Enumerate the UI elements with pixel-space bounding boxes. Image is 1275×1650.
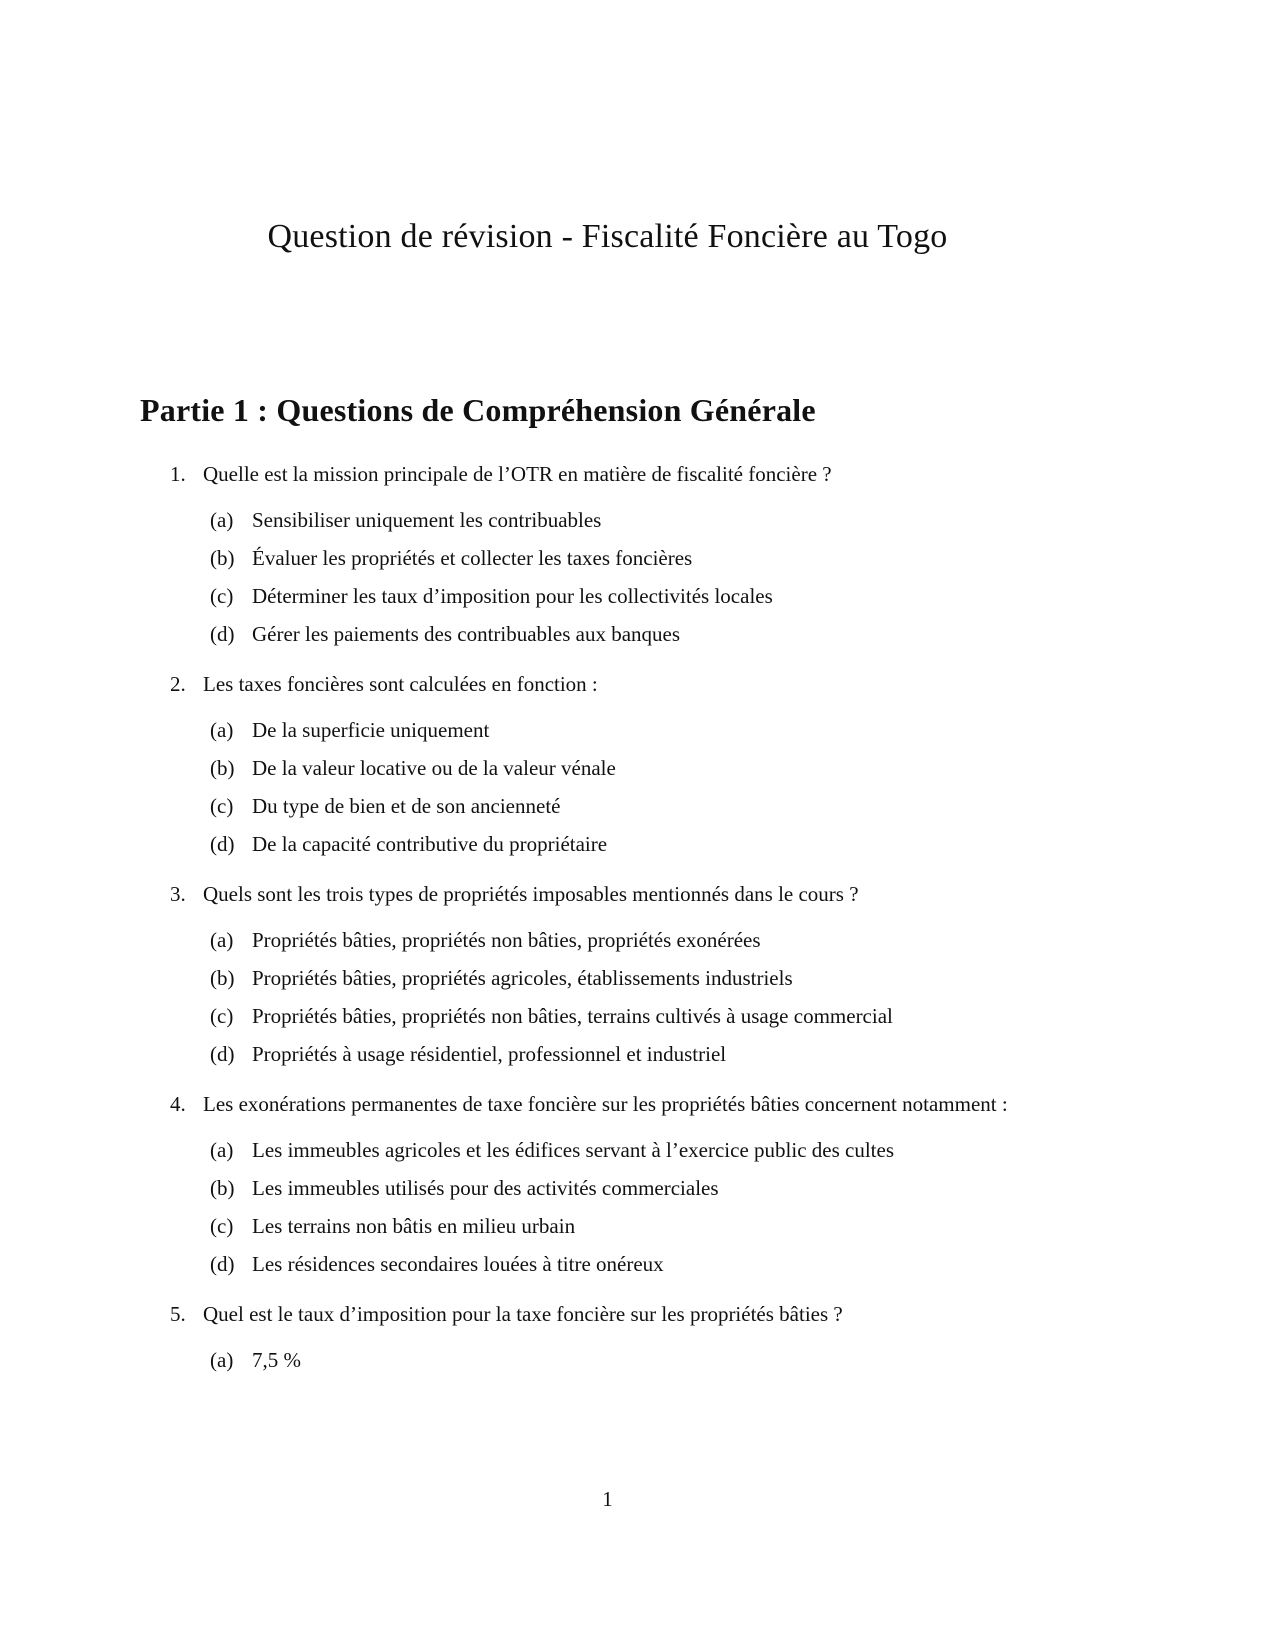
option-label: (a) (210, 508, 234, 532)
options-list (140, 925, 1075, 1069)
option-label: (a) (210, 1138, 234, 1162)
document-content (140, 0, 1075, 1375)
option-text: De la valeur locative ou de la valeur vénale (252, 756, 616, 780)
question-item (140, 669, 1075, 859)
question-text: Les exonérations permanentes de taxe foncière sur les propriétés bâties concernent notamment : (203, 1092, 1008, 1116)
option-label: (c) (210, 1004, 234, 1028)
option-item (140, 791, 1075, 821)
option-item (140, 1173, 1075, 1203)
option-item (140, 543, 1075, 573)
option-text: Gérer les paiements des contribuables aux banques (252, 622, 681, 646)
question-number: 1. (170, 462, 186, 486)
question-item (140, 1089, 1075, 1279)
question-item (140, 459, 1075, 649)
option-text: Les immeubles utilisés pour des activités commerciales (252, 1176, 719, 1200)
option-item (140, 1249, 1075, 1279)
option-label: (c) (210, 584, 234, 608)
question-item (140, 879, 1075, 1069)
option-label: (d) (210, 1252, 235, 1276)
option-item (140, 1211, 1075, 1241)
option-item (140, 715, 1075, 745)
option-label: (d) (210, 622, 235, 646)
option-label: (c) (210, 1214, 234, 1238)
document-title: Question de révision - Fiscalité Foncière au Togo (267, 218, 948, 255)
option-text: Évaluer les propriétés et collecter les taxes foncières (252, 546, 693, 570)
option-label: (b) (210, 546, 235, 570)
option-label: (b) (210, 756, 235, 780)
question-text: Quel est le taux d’imposition pour la taxe foncière sur les propriétés bâties ? (203, 1302, 843, 1326)
section-heading: Partie 1 : Questions de Compréhension Générale (140, 392, 816, 428)
option-label: (a) (210, 718, 234, 742)
option-item (140, 1345, 1075, 1375)
option-item (140, 1001, 1075, 1031)
option-item (140, 753, 1075, 783)
option-text: Propriétés bâties, propriétés non bâties, propriétés exonérées (252, 928, 761, 952)
option-item (140, 505, 1075, 535)
question-number: 2. (170, 672, 186, 696)
option-item (140, 963, 1075, 993)
option-item (140, 829, 1075, 859)
page-number: 1 (602, 1487, 613, 1511)
options-list (140, 715, 1075, 859)
option-text: Les terrains non bâtis en milieu urbain (252, 1214, 576, 1238)
option-text: Propriétés bâties, propriétés agricoles, établissements industriels (252, 966, 793, 990)
question-text: Les taxes foncières sont calculées en fonction : (203, 672, 598, 696)
option-text: Du type de bien et de son ancienneté (252, 794, 561, 818)
option-item (140, 925, 1075, 955)
option-label: (a) (210, 928, 234, 952)
options-list (140, 1345, 1075, 1375)
question-item (140, 1299, 1075, 1375)
option-label: (b) (210, 966, 235, 990)
options-list (140, 1135, 1075, 1279)
option-item (140, 581, 1075, 611)
question-text: Quelle est la mission principale de l’OTR en matière de fiscalité foncière ? (203, 462, 832, 486)
option-item (140, 1039, 1075, 1069)
question-number: 5. (170, 1302, 186, 1326)
option-label: (a) (210, 1348, 234, 1372)
option-text: 7,5 % (252, 1348, 301, 1372)
option-item (140, 1135, 1075, 1165)
option-text: Les immeubles agricoles et les édifices servant à l’exercice public des cultes (252, 1138, 894, 1162)
options-list (140, 505, 1075, 649)
option-item (140, 619, 1075, 649)
option-text: De la capacité contributive du propriétaire (252, 832, 608, 856)
option-text: Propriétés à usage résidentiel, professionnel et industriel (252, 1042, 727, 1066)
question-number: 4. (170, 1092, 186, 1116)
option-text: De la superficie uniquement (252, 718, 490, 742)
option-text: Propriétés bâties, propriétés non bâties, terrains cultivés à usage commercial (252, 1004, 893, 1028)
option-text: Les résidences secondaires louées à titre onéreux (252, 1252, 664, 1276)
question-text: Quels sont les trois types de propriétés imposables mentionnés dans le cours ? (203, 882, 859, 906)
question-number: 3. (170, 882, 186, 906)
option-text: Déterminer les taux d’imposition pour les collectivités locales (252, 584, 773, 608)
option-label: (d) (210, 832, 235, 856)
option-text: Sensibiliser uniquement les contribuables (252, 508, 602, 532)
option-label: (d) (210, 1042, 235, 1066)
option-label: (c) (210, 794, 234, 818)
option-label: (b) (210, 1176, 235, 1200)
